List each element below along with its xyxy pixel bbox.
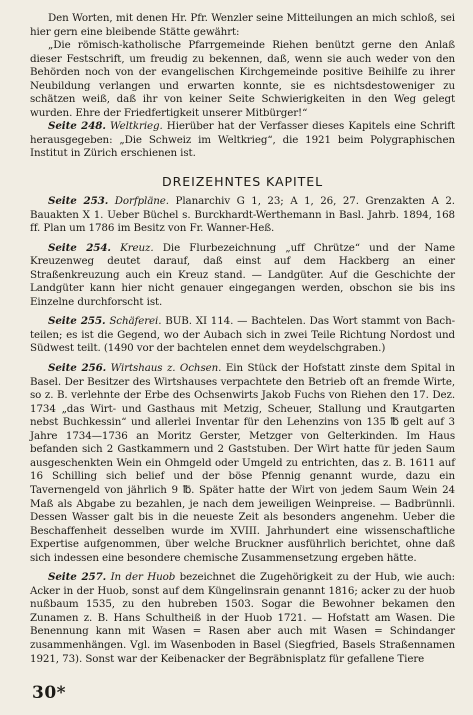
note-text: BUB. XI 114. — Bachtelen. Das Wort stammt von Bach-teilen; es ist die Gegend, wo der Aubach sich in zwei Teile Richtung Nordost und Südwest teilt. (1490 vor der bachtelen ennet dem weydelschgraben.) [30, 315, 455, 355]
keyword: Weltkrieg. [109, 120, 163, 133]
note-248 [30, 120, 455, 161]
page-ref: Seite 256. [48, 362, 107, 375]
keyword: Dorfpläne. [114, 195, 169, 208]
note-text: Ein Stück der Hofstatt zinste dem Spital in Basel. Der Besitzer des Wirtshauses verpachtete den Betrieb oft an fremde Wirte, so z. B. verlehnte der Erbe des Ochsenwirts Jakob Fuchs von Riehen den 17. Dez. 1734 „das Wirt- und Gasthaus mit Metzig, Scheuer, Stallung und Krautgarten nebst Buchkessin“ und allerlei Inventar für den Lehenzins von 135 ℔ gelt auf 3 Jahre 1734—1736 an Moritz Gerster, Metzger von Gelterkinden. Im Haus befanden sich 2 Gastkammern und 2 Gaststuben. Der Wirt hatte für jeden Saum ausgeschenkten Wein ein Ohmgeld oder Umgeld zu entrichten, das z. B. 1611 auf 16 Schilling sich belief und der böse Pfennig genannt wurde, dazu ein Tavernengeld von jährlich 9 ℔. Später hatte der Wirt von jedem Saum Wein 24 Maß als Abgabe zu bezahlen, je nach dem jeweiligen Weinpreise. — Badbrünnli. Dessen Wasser galt bis in die neueste Zeit als besonders angenehm. Ueber die Beschaffenheit desselben wurde im XVIII. Jahrhundert eine wissenschaftliche Expertise aufgenommen, über welche Bruckner ausführlich berichtet, ohne daß sich indessen eine besondere chemische Zusammensetzung ergeben hätte. [30, 362, 455, 564]
page-ref: Seite 248. [48, 120, 106, 133]
page-ref: Seite 254. [48, 241, 111, 254]
page-number: 30* [32, 683, 67, 703]
chapter-title: DREIZEHNTES KAPITEL [162, 174, 323, 190]
quote-paragraph: „Die römisch-katholische Pfarrgemeinde Riehen benützt gerne den Anlaß dieser Festschrift, um freudig zu bekennen, daß, wenn sie auch weder von den Behörden noch von der evangelischen Kirchgemeinde positive Beihilfe zu ihrer Neubildung verlangen und erwarten konnte, sie es nichtsdestoweniger zu schätzen weiß, daß ihr von keiner Seite Schwierigkeiten in den Weg gelegt wurden. Ehre der Friedfertigkeit unserer Mitbürger!“ [30, 39, 455, 119]
note-253 [30, 195, 455, 236]
note-text: Die Flurbezeichnung „uff Chrütze“ und der Name Kreuzenweg deutet darauf, daß einst auf dem Hackberg an einer Straßenkreuzung auch ein Kreuz stand. — Landgüter. Auf die Geschichte der Landgüter kann hier nicht genauer eingegangen werden, obschon sie bis ins Einzelne durchforscht ist. [30, 241, 455, 308]
note-text: Hierüber hat der Verfasser dieses Kapitels eine Schrift herausgegeben: „Die Schweiz im Weltkrieg“, die 1921 beim Polygraphischen Institut in Zürich erschienen ist. [30, 120, 455, 160]
keyword: Kreuz. [120, 241, 154, 254]
page-ref: Seite 255. [48, 315, 106, 328]
page-ref: Seite 253. [48, 195, 109, 208]
note-256 [30, 362, 455, 565]
note-text: Planarchiv G 1, 23; A 1, 26, 27. Grenzakten A 2. Bauakten X 1. Ueber Büchel s. Burckhardt-Werthemann in Basl. Jahrb. 1894, 168 ff. Plan um 1786 im Besitz von Fr. Wanner-Heß. [30, 195, 455, 235]
intro-paragraph: Den Worten, mit denen Hr. Pfr. Wenzler seine Mitteilungen an mich schloß, sei hier gern eine bleibende Stätte gewährt: [30, 12, 455, 38]
note-255 [30, 315, 455, 356]
note-257 [30, 571, 455, 666]
note-254 [30, 242, 455, 310]
note-text: bezeichnet die Zugehörigkeit zu der Hub, wie auch: Acker in der Huob, sonst auf dem Küngelinsrain genannt 1816; acker zu der huob nußbaum 1535, zu den hubreben 1503. Sogar die Bewohner bekamen den Zunamen z. B. Hans Schultheiß in der Huob 1721. — Hofstatt am Wasen. Die Benennung kann mit Wasen = Rasen aber auch mit Wasen = Schindanger zusammenhängen. Vgl. im Wasenboden in Basel (Siegfried, Basels Straßennamen 1921, 73). Sonst war der Keibenacker der Begräbnisplatz für gefallene Tiere [30, 571, 455, 665]
page-ref: Seite 257. [48, 571, 107, 584]
keyword: Wirtshaus z. Ochsen. [110, 362, 222, 375]
keyword: In der Huob [110, 571, 176, 584]
keyword: Schäferei. [109, 315, 162, 328]
